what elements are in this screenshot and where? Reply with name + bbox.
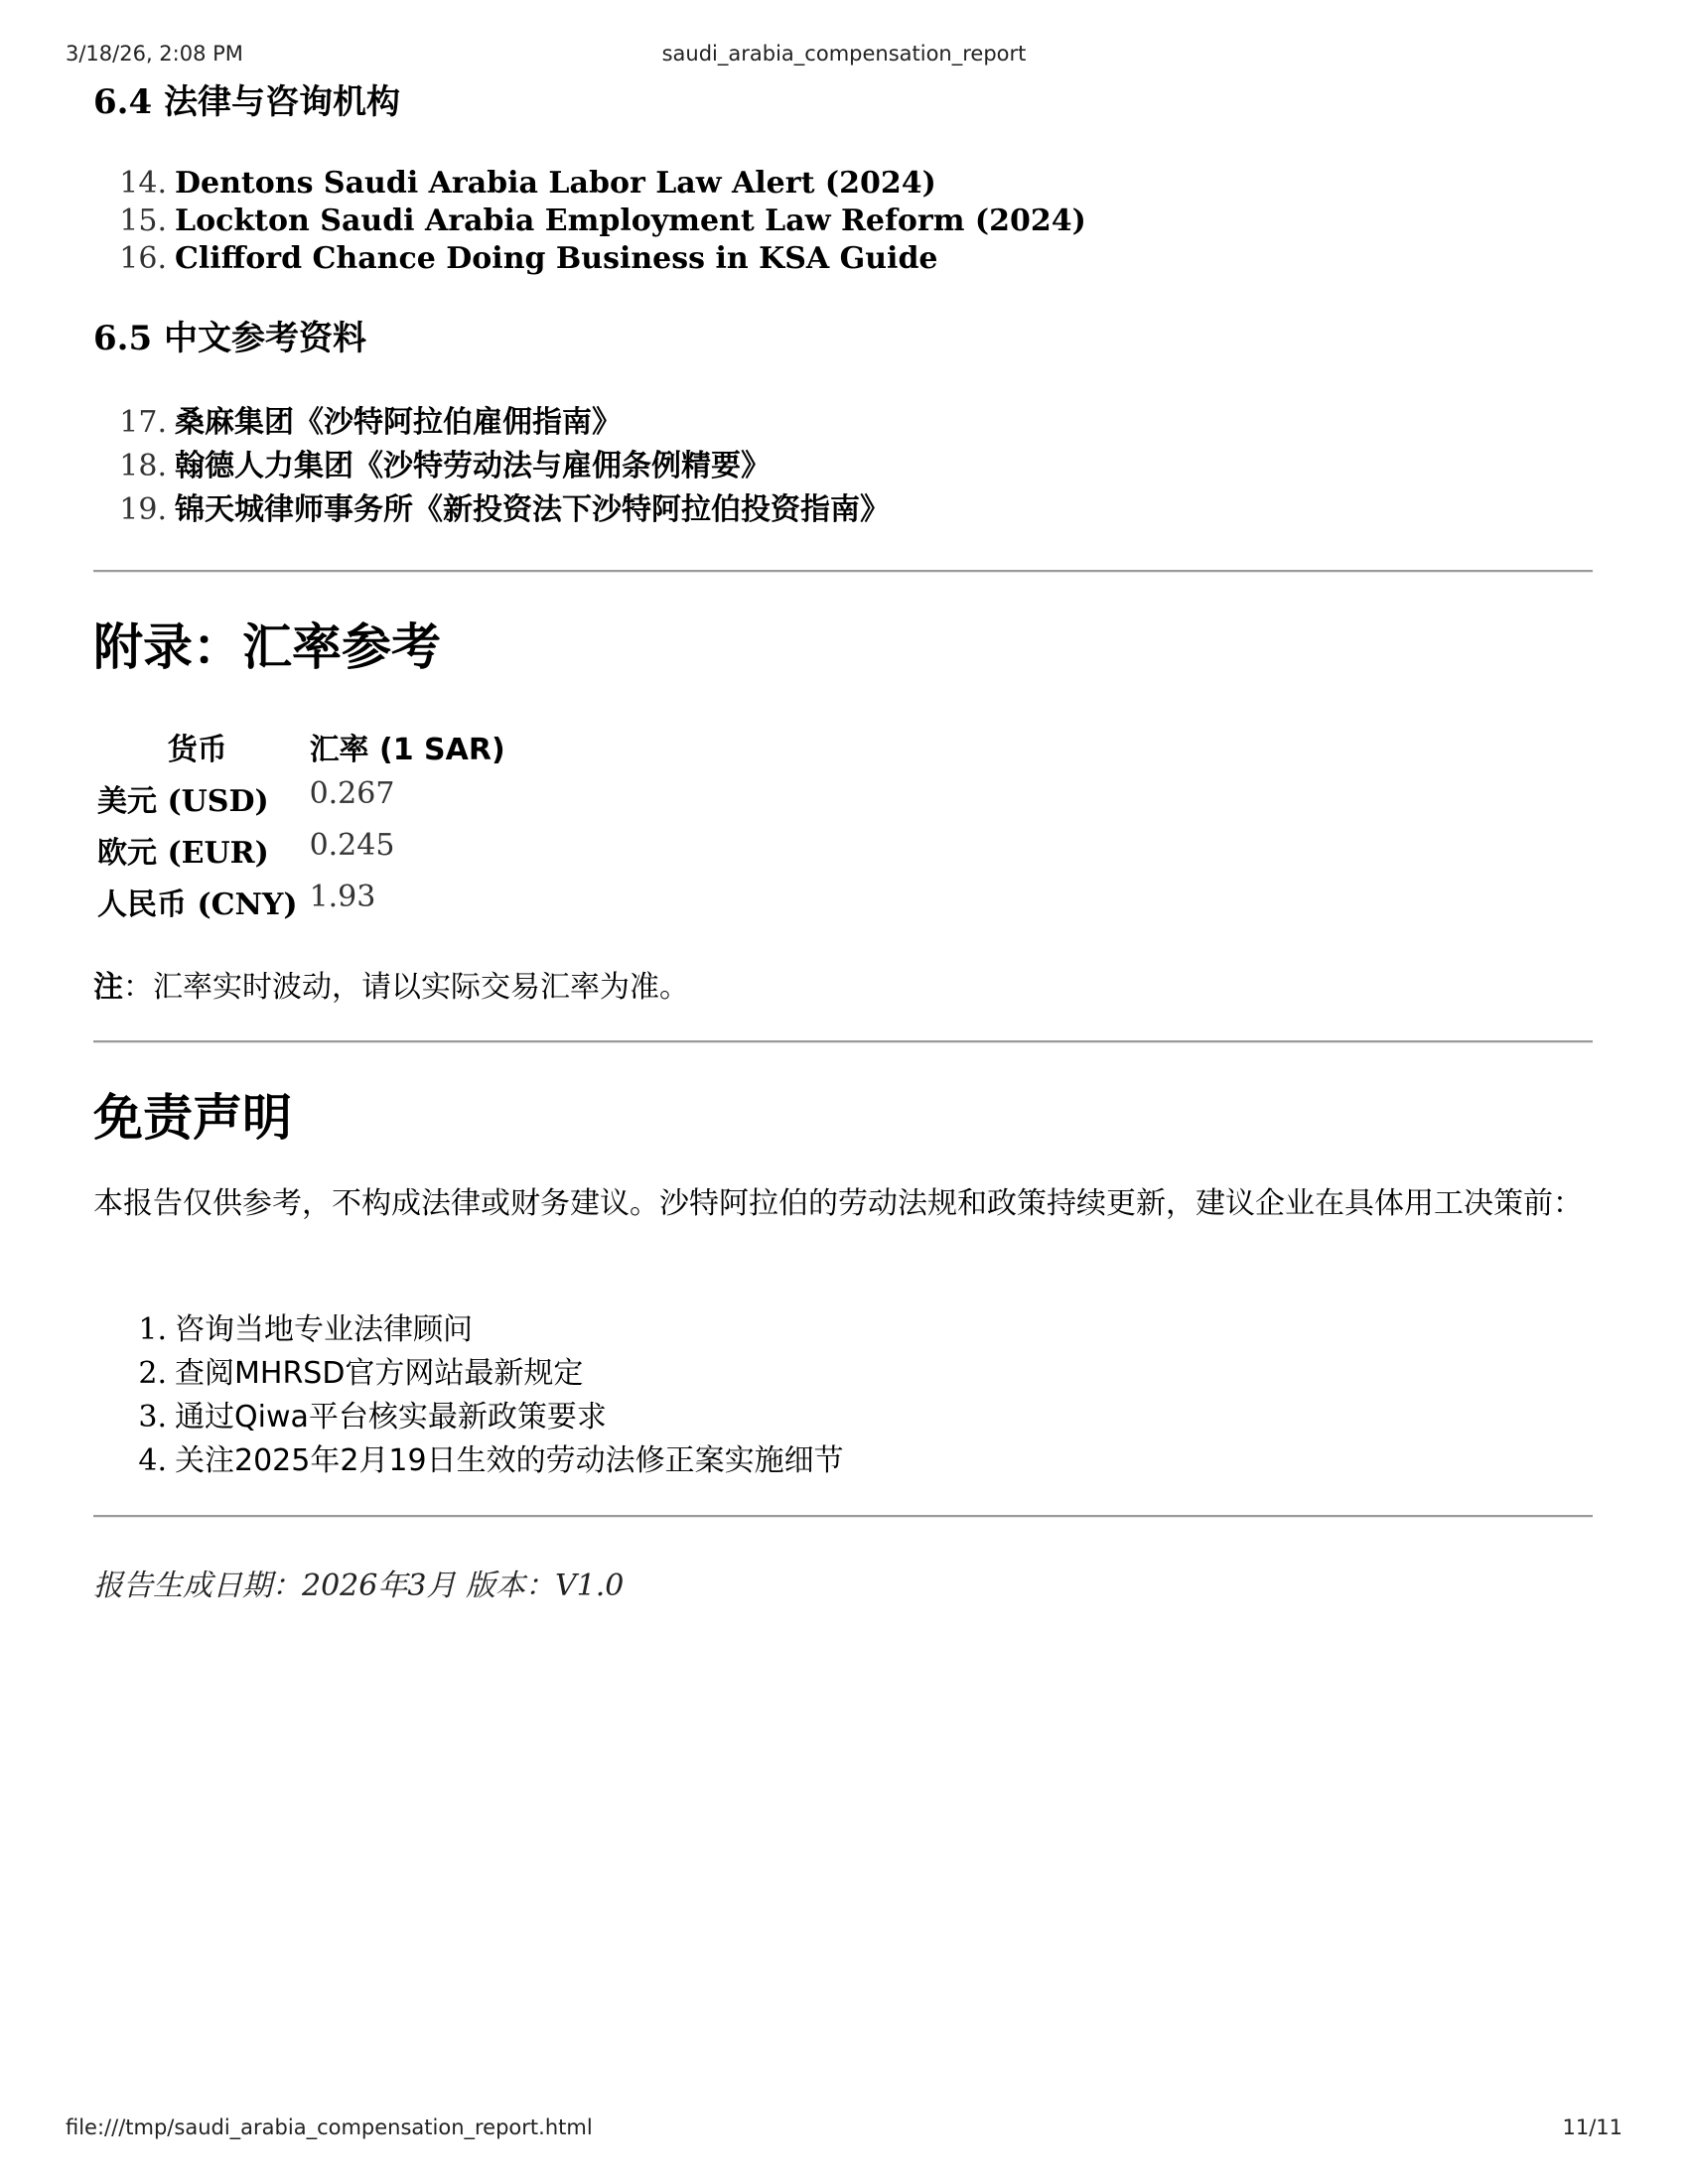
table-header-row: [93, 721, 513, 772]
list-item-number: 14.: [119, 166, 167, 201]
print-page-title: saudi_arabia_compensation_report: [661, 42, 1027, 66]
section-divider: [93, 1040, 1593, 1043]
exchange-rate-table: [93, 721, 513, 927]
list-item: [93, 1352, 1593, 1396]
section-divider: [93, 570, 1593, 573]
list-item-text: 关注2025年2月19日生效的劳动法修正案实施细节: [175, 1443, 844, 1478]
print-header: [0, 42, 1688, 71]
list-item-text: 通过Qiwa平台核实最新政策要求: [175, 1400, 607, 1434]
list-item-text: 咨询当地专业法律顾问: [175, 1312, 473, 1347]
rate-cell: 0.267: [309, 776, 395, 811]
rate-cell: 0.245: [309, 828, 395, 863]
list-item-text: 查阅MHRSD官方网站最新规定: [175, 1356, 584, 1391]
currency-cell: 人民币 (CNY): [97, 887, 298, 922]
table-row: [93, 876, 513, 927]
section-6-5-heading-text: 6.5 中文参考资料: [93, 319, 366, 358]
print-footer: [0, 2116, 1688, 2145]
print-file-url: file:///tmp/saudi_arabia_compensation_report.html: [66, 2116, 593, 2139]
list-item-number: 15.: [119, 204, 167, 238]
reference-title: 锦天城律师事务所《新投资法下沙特阿拉伯投资指南》: [175, 492, 890, 527]
reference-title: Lockton Saudi Arabia Employment Law Reform (2024): [175, 204, 1086, 238]
list-item-number: 2.: [138, 1356, 167, 1391]
reference-title: Dentons Saudi Arabia Labor Law Alert (2024): [175, 166, 936, 201]
list-item-number: 19.: [119, 492, 167, 527]
list-item-number: 18.: [119, 449, 167, 483]
print-datetime: 3/18/26, 2:08 PM: [66, 42, 243, 66]
print-page-number: 11/11: [1562, 2116, 1622, 2139]
list-item-number: 4.: [138, 1443, 167, 1478]
reference-title: 翰德人力集团《沙特劳动法与雇佣条例精要》: [175, 449, 771, 483]
list-item: [93, 1308, 1593, 1352]
list-item-number: 17.: [119, 405, 167, 440]
rate-cell: 1.93: [309, 880, 376, 914]
list-item: [93, 1439, 1593, 1483]
list-item-number: 3.: [138, 1400, 167, 1434]
reference-title: 桑麻集团《沙特阿拉伯雇佣指南》: [175, 405, 622, 440]
list-item: [93, 203, 1593, 240]
reference-list-chinese: [93, 401, 1593, 532]
section-6-5-heading: [93, 318, 366, 360]
report-generation-info: 报告生成日期：2026年3月 版本：V1.0: [93, 1569, 625, 1603]
appendix-heading: 附录：汇率参考: [93, 618, 441, 676]
reference-title: Clifford Chance Doing Business in KSA Guide: [175, 241, 938, 276]
list-item: [93, 165, 1593, 203]
column-header-rate: 汇率 (1 SAR): [309, 733, 505, 767]
currency-cell: 美元 (USD): [97, 784, 269, 819]
list-item: [93, 1396, 1593, 1439]
list-item: [93, 401, 1593, 445]
list-item: [93, 240, 1593, 278]
note-label: 注: [93, 970, 123, 1005]
list-item: [93, 488, 1593, 532]
column-header-currency: 货币: [167, 733, 227, 767]
table-row: [93, 772, 513, 824]
disclaimer-heading: 免责声明: [93, 1089, 292, 1147]
section-6-4-heading: [93, 81, 1593, 124]
reference-list-legal: [93, 165, 1593, 278]
list-item-number: 16.: [119, 241, 167, 276]
list-item: [93, 445, 1593, 488]
note-text: ：汇率实时波动，请以实际交易汇率为准。: [123, 970, 689, 1005]
disclaimer-paragraph: 本报告仅供参考，不构成法律或财务建议。沙特阿拉伯的劳动法规和政策持续更新，建议企业在具体用工决策前：: [93, 1186, 1583, 1221]
exchange-rate-note: [93, 965, 1593, 1010]
table-row: [93, 824, 513, 876]
currency-cell: 欧元 (EUR): [97, 836, 269, 871]
section-6-4-heading-text: 6.4 法律与咨询机构: [93, 82, 400, 122]
section-6-4: [93, 81, 1593, 124]
disclaimer-list: [93, 1308, 1593, 1483]
list-item-number: 1.: [138, 1312, 167, 1347]
section-divider: [93, 1515, 1593, 1518]
